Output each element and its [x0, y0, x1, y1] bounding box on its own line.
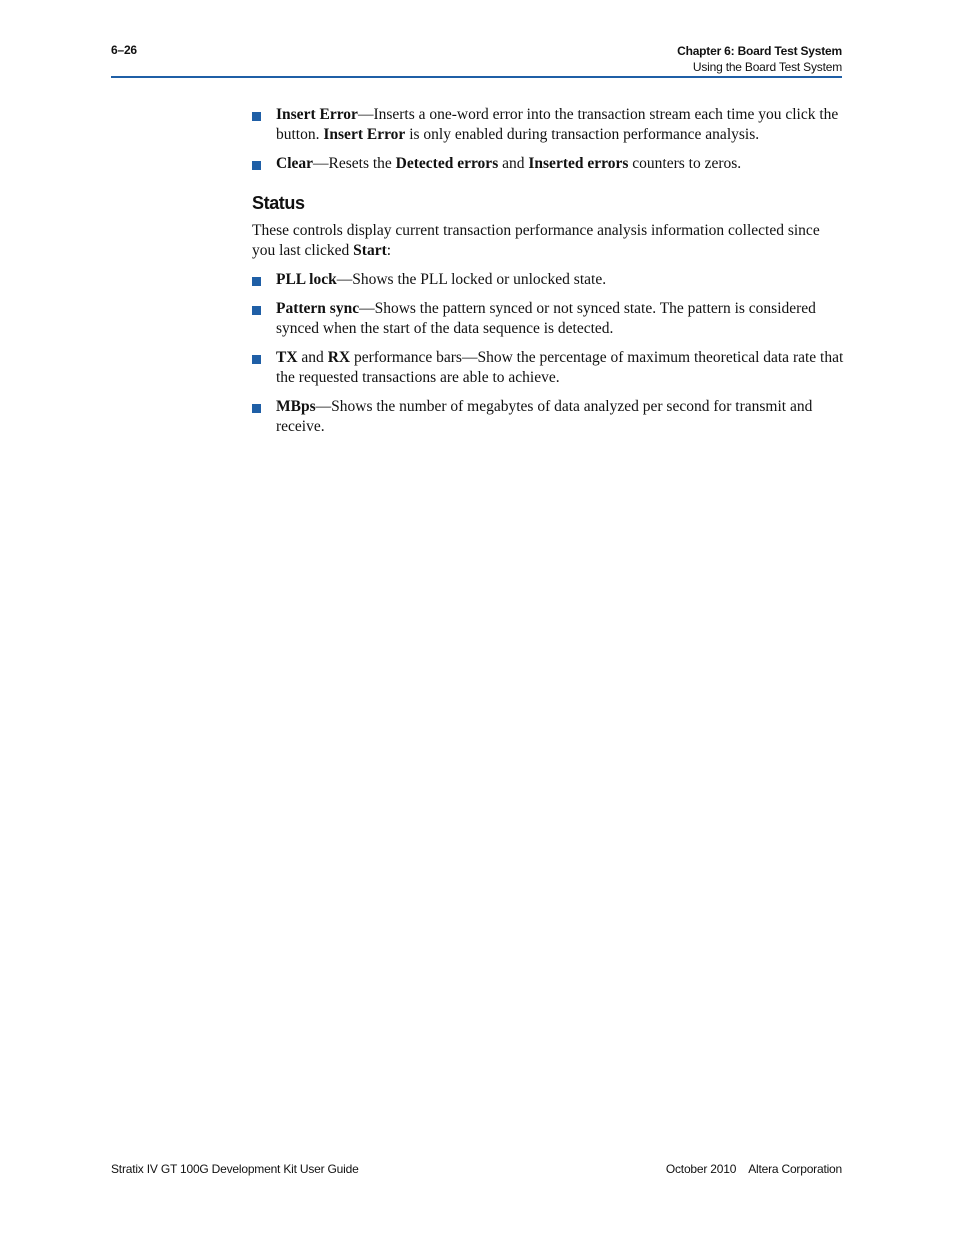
- square-bullet-icon: [252, 161, 261, 170]
- term: RX: [327, 349, 351, 366]
- intro-text: These controls display current transaction performance analysis information collected since you last clicked: [252, 222, 820, 259]
- description: —Shows the number of megabytes of data analyzed per second for transmit and receive.: [276, 398, 813, 435]
- publication-date: October 2010: [665, 1162, 737, 1176]
- square-bullet-icon: [252, 306, 261, 315]
- description: is only enabled during transaction performance analysis.: [405, 126, 760, 143]
- description: —Inserts a one-word error into the transaction stream each time you click the button.: [276, 106, 839, 143]
- list-item: [252, 154, 844, 174]
- company-name: Altera Corporation: [748, 1162, 842, 1176]
- square-bullet-icon: [252, 112, 261, 121]
- square-bullet-icon: [252, 404, 261, 413]
- main-content: [252, 105, 844, 446]
- running-header: [677, 43, 842, 75]
- bullet-list-status: [252, 270, 844, 437]
- intro-paragraph: [252, 221, 844, 261]
- section-title: Using the Board Test System: [692, 60, 842, 74]
- term: MBps: [276, 398, 316, 415]
- square-bullet-icon: [252, 355, 261, 364]
- description: performance bars—Show the percentage of maximum theoretical data rate that the requested transactions are able to achieve.: [276, 349, 844, 386]
- list-item: [252, 348, 844, 388]
- term: Start: [353, 242, 387, 259]
- page-number: 6–26: [111, 43, 137, 57]
- list-item: [252, 105, 844, 145]
- conjunction: and: [297, 349, 328, 366]
- description: —Resets the: [313, 155, 396, 172]
- document-title: Stratix IV GT 100G Development Kit User Guide: [111, 1162, 359, 1176]
- section-heading: Status: [252, 193, 305, 213]
- term: Inserted errors: [528, 155, 629, 172]
- description: —Shows the PLL locked or unlocked state.: [336, 271, 607, 288]
- term: Insert Error: [323, 126, 406, 143]
- term: Pattern sync: [276, 300, 360, 317]
- chapter-title: Chapter 6: Board Test System: [677, 44, 842, 58]
- square-bullet-icon: [252, 277, 261, 286]
- term: Clear: [276, 155, 314, 172]
- intro-text: :: [386, 242, 392, 259]
- list-item: [252, 299, 844, 339]
- list-item: [252, 397, 844, 437]
- description: counters to zeros.: [628, 155, 742, 172]
- description: —Shows the pattern synced or not synced state. The pattern is considered synced when the start of the data sequence is detected.: [276, 300, 816, 337]
- list-item: [252, 270, 844, 290]
- footer-info: [666, 1162, 842, 1176]
- term: Insert Error: [276, 106, 358, 123]
- bullet-list-top: [252, 105, 844, 174]
- term: Detected errors: [395, 155, 499, 172]
- description: and: [498, 155, 529, 172]
- term: PLL lock: [276, 271, 337, 288]
- term: TX: [276, 349, 298, 366]
- header-rule: [111, 76, 842, 78]
